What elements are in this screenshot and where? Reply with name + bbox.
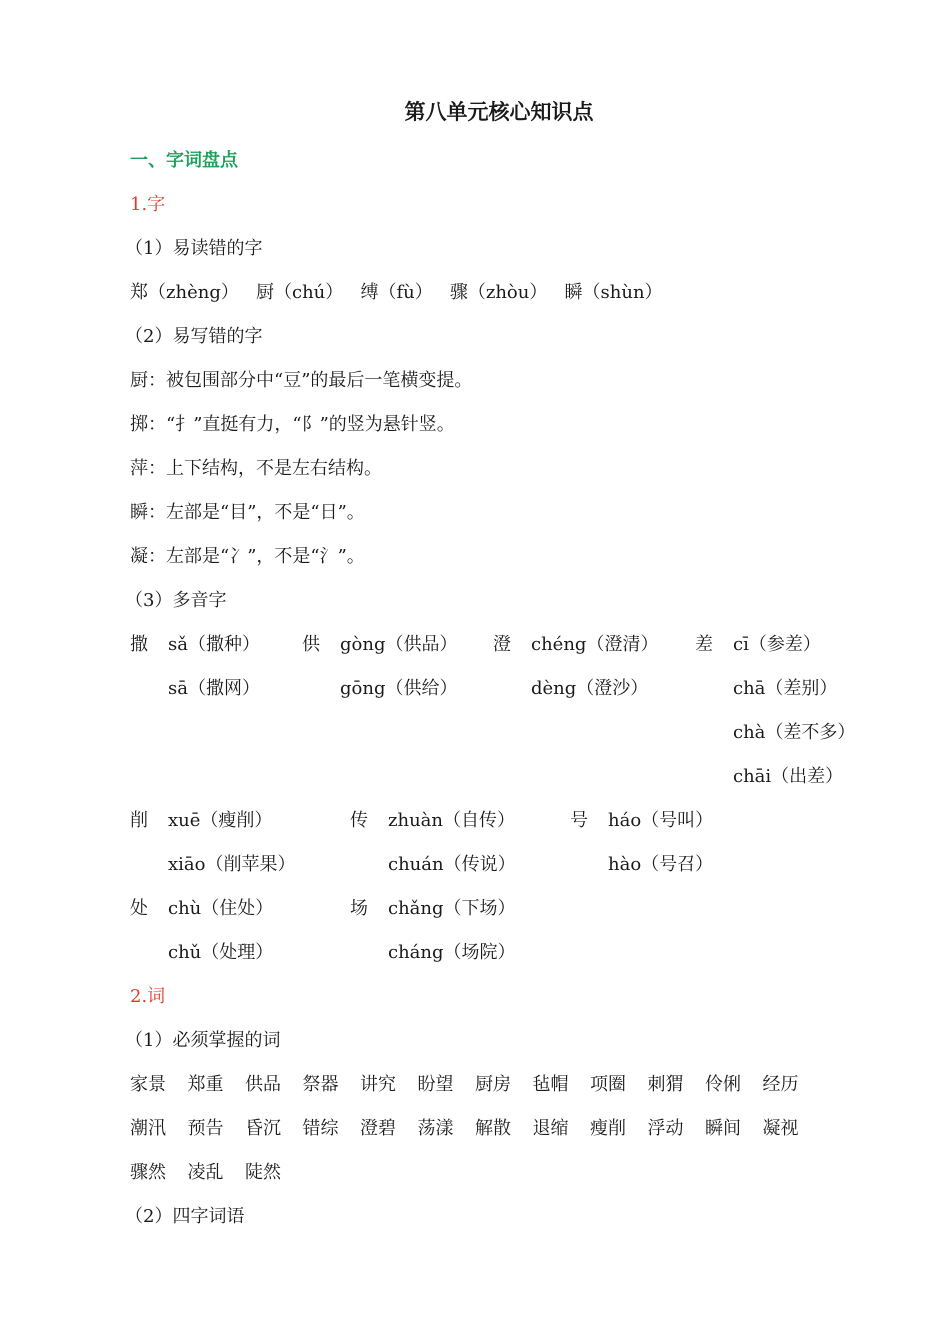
easy-write-item: 凝：左部是“冫”，不是“氵”。 <box>130 546 365 567</box>
page-title: 第八单元核心知识点 <box>404 99 594 124</box>
easy-write-item: 瞬：左部是“目”，不是“日”。 <box>130 502 365 523</box>
poly-reading: gōng（供给） <box>340 678 458 699</box>
poly-char: 撒 <box>130 634 148 655</box>
word-row <box>130 1161 303 1185</box>
four-char-words-heading: （2）四字词语 <box>125 1206 245 1227</box>
poly-reading: cī（参差） <box>733 634 821 655</box>
word: 退缩 <box>532 1118 569 1139</box>
word: 供品 <box>245 1074 281 1095</box>
word: 厨房 <box>475 1074 511 1095</box>
poly-reading: cháng（场院） <box>388 942 516 963</box>
poly-reading: chù（住处） <box>168 898 274 919</box>
poly-reading: dèng（澄沙） <box>531 678 649 699</box>
poly-reading: chéng（澄清） <box>531 634 659 655</box>
poly-reading: chǎng（下场） <box>388 898 516 919</box>
word: 骤然 <box>130 1162 166 1183</box>
word: 毡帽 <box>532 1074 569 1095</box>
word: 澄碧 <box>360 1118 396 1139</box>
word: 昏沉 <box>245 1118 281 1139</box>
poly-reading: sā（撒网） <box>168 678 260 699</box>
poly-char: 场 <box>350 898 368 919</box>
word: 瘦削 <box>590 1118 626 1139</box>
poly-char: 削 <box>130 810 148 831</box>
poly-reading: chà（差不多） <box>733 722 856 743</box>
word: 刺猬 <box>647 1074 684 1095</box>
poly-reading: xiāo（削苹果） <box>168 854 296 875</box>
word: 经历 <box>762 1074 799 1095</box>
poly-reading: chǔ（处理） <box>168 942 274 963</box>
poly-char: 传 <box>350 810 368 831</box>
poly-char: 供 <box>302 634 320 655</box>
poly-reading: sǎ（撒种） <box>168 634 260 655</box>
word: 浮动 <box>647 1118 684 1139</box>
word: 讲究 <box>360 1074 396 1095</box>
word: 郑重 <box>187 1074 224 1095</box>
poly-reading: gòng（供品） <box>340 634 458 655</box>
word: 潮汛 <box>130 1118 166 1139</box>
must-words-heading: （1）必须掌握的词 <box>125 1030 281 1051</box>
word: 凌乱 <box>187 1162 224 1183</box>
word: 凝视 <box>762 1118 799 1139</box>
easy-write-item: 萍：上下结构，不是左右结构。 <box>130 458 382 479</box>
poly-reading: chāi（出差） <box>733 766 844 787</box>
word: 伶俐 <box>705 1074 741 1095</box>
section-heading: 一、字词盘点 <box>130 150 238 171</box>
poly-reading: hào（号召） <box>608 854 714 875</box>
poly-reading: zhuàn（自传） <box>388 810 515 831</box>
subsection-heading-word: 2.词 <box>130 986 166 1007</box>
poly-char: 处 <box>130 898 148 919</box>
easy-write-item: 厨：被包围部分中“豆”的最后一笔横变提。 <box>130 370 473 391</box>
word: 项圈 <box>590 1074 626 1095</box>
poly-reading: chuán（传说） <box>388 854 516 875</box>
word: 祭器 <box>302 1074 339 1095</box>
easy-read-heading: （1）易读错的字 <box>125 238 263 259</box>
easy-write-heading: （2）易写错的字 <box>125 326 263 347</box>
poly-char: 澄 <box>493 634 511 655</box>
polyphone-heading: （3）多音字 <box>125 590 227 611</box>
word: 盼望 <box>417 1074 454 1095</box>
word-row <box>130 1073 820 1097</box>
easy-write-item: 掷：“扌”直挺有力，“阝”的竖为悬针竖。 <box>130 414 455 435</box>
subsection-heading-char: 1.字 <box>130 194 166 215</box>
poly-char: 号 <box>570 810 588 831</box>
word: 预告 <box>187 1118 224 1139</box>
poly-reading: chā（差别） <box>733 678 838 699</box>
word: 解散 <box>475 1118 511 1139</box>
word: 陡然 <box>245 1162 281 1183</box>
word: 错综 <box>302 1118 339 1139</box>
poly-reading: xuē（瘦削） <box>168 810 273 831</box>
word: 荡漾 <box>417 1118 454 1139</box>
poly-reading: háo（号叫） <box>608 810 714 831</box>
easy-read-line: 郑（zhèng） 厨（chú） 缚（fù） 骤（zhòu） 瞬（shùn） <box>130 282 663 303</box>
word-row <box>130 1117 820 1141</box>
word: 家景 <box>130 1074 166 1095</box>
word: 瞬间 <box>705 1118 741 1139</box>
poly-char: 差 <box>695 634 713 655</box>
